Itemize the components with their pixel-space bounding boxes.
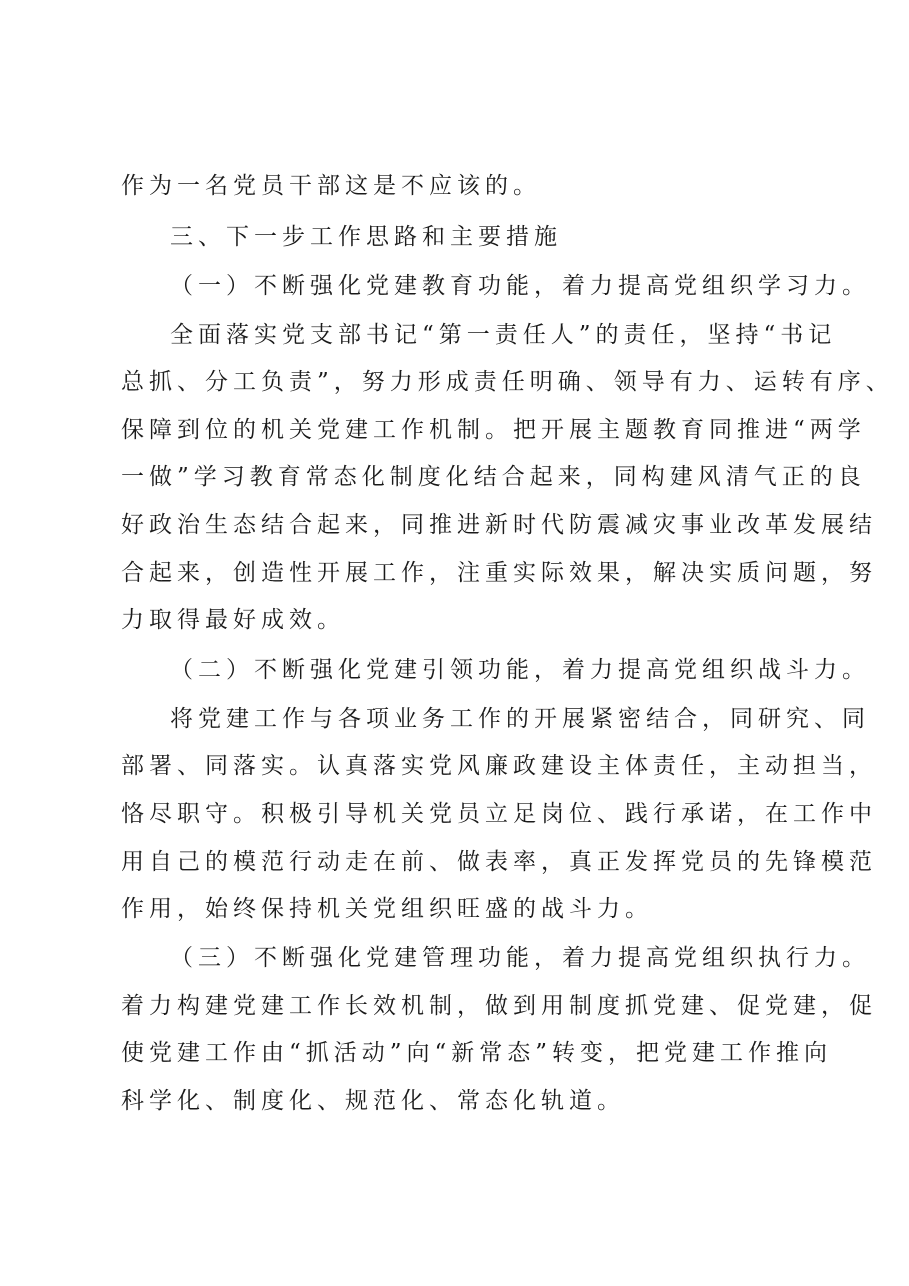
- text-line-8: 好政治生态结合起来，同推进新时代防震减灾事业改革发展结: [121, 512, 877, 538]
- text-line-1: 作为一名党员干部这是不应该的。: [121, 173, 541, 199]
- text-line-19: 使党建工作由“抓活动”向“新常态”转变，把党建工作推向: [121, 1040, 833, 1066]
- subheading-2: （二）不断强化党建引领功能，着力提高党组织战斗力。: [170, 657, 870, 683]
- text-line-5: 总抓、分工负责”，努力形成责任明确、领导有力、运转有序、: [121, 369, 894, 395]
- text-line-20: 科学化、制度化、规范化、常态化轨道。: [121, 1088, 625, 1114]
- text-line-16: 作用，始终保持机关党组织旺盛的战斗力。: [121, 896, 653, 922]
- text-line-14: 恪尽职守。积极引导机关党员立足岗位、践行承诺，在工作中: [121, 801, 877, 827]
- text-line-15: 用自己的模范行动走在前、做表率，真正发挥党员的先锋模范: [121, 849, 877, 875]
- text-line-13: 部署、同落实。认真落实党风廉政建设主体责任，主动担当，: [121, 753, 877, 779]
- text-line-9: 合起来，创造性开展工作，注重实际效果，解决实质问题，努: [121, 560, 877, 586]
- section-heading-3: 三、下一步工作思路和主要措施: [170, 224, 562, 250]
- text-line-18: 着力构建党建工作长效机制，做到用制度抓党建、促党建，促: [121, 993, 877, 1019]
- subheading-1: （一）不断强化党建教育功能，着力提高党组织学习力。: [170, 273, 870, 299]
- text-line-10: 力取得最好成效。: [121, 607, 345, 633]
- subheading-3: （三）不断强化党建管理功能，着力提高党组织执行力。: [170, 945, 870, 971]
- text-line-4: 全面落实党支部书记“第一责任人”的责任，坚持“书记: [170, 322, 837, 348]
- text-line-12: 将党建工作与各项业务工作的开展紧密结合，同研究、同: [170, 706, 870, 732]
- text-line-7: 一做”学习教育常态化制度化结合起来，同构建风清气正的良: [121, 464, 866, 490]
- text-line-6: 保障到位的机关党建工作机制。把开展主题教育同推进“两学: [121, 417, 866, 443]
